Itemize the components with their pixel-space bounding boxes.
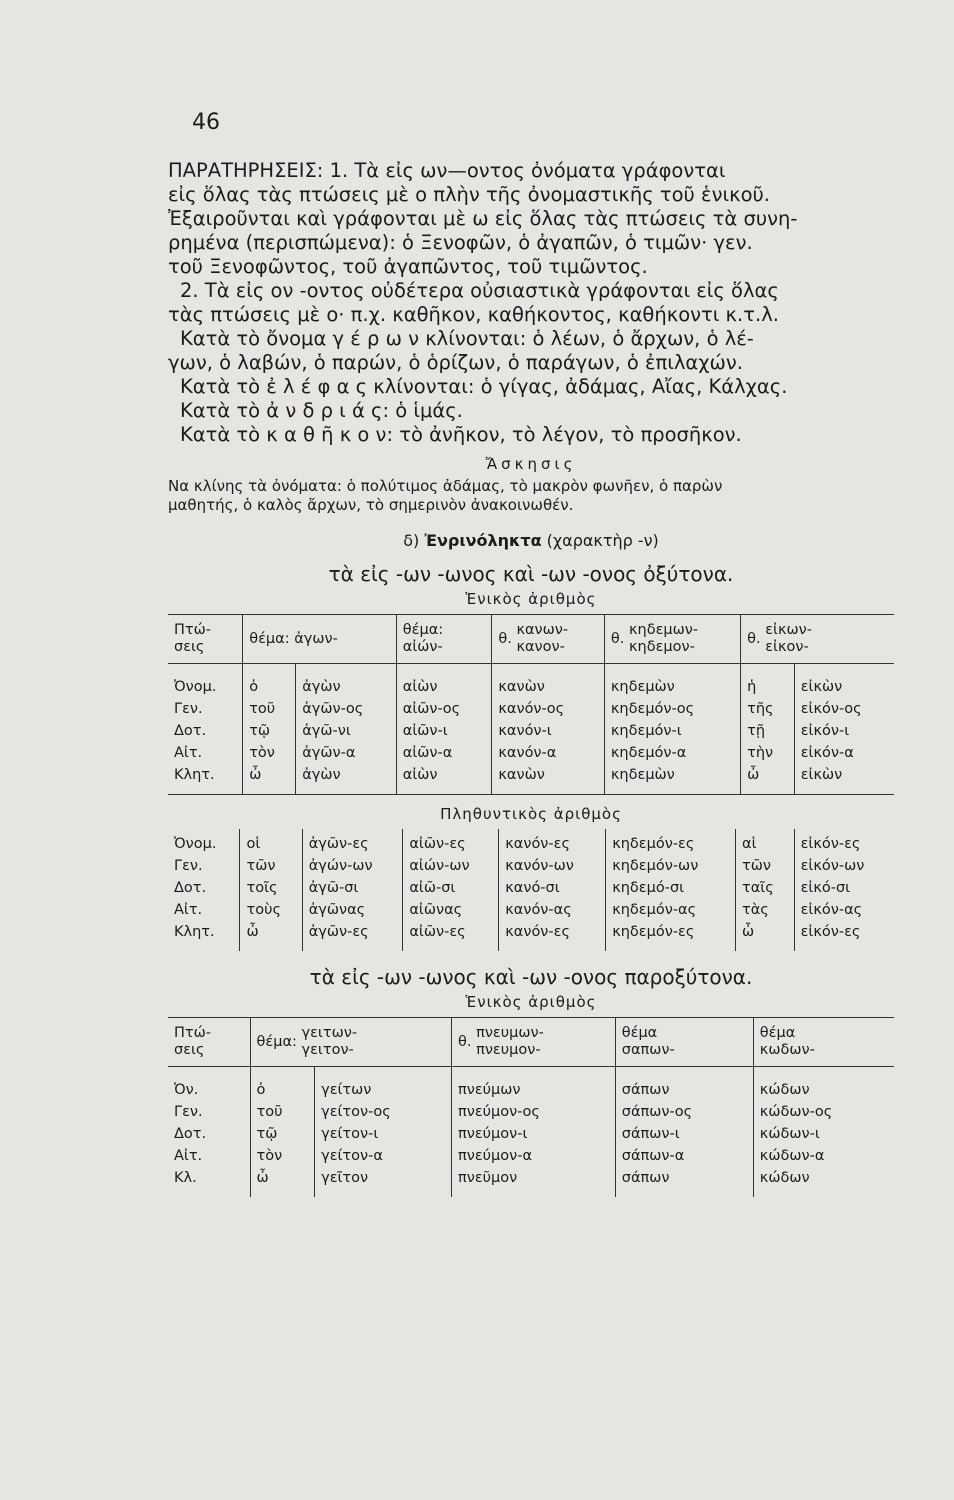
exercise-line: Να κλίνης τὰ ὀνόματα: ὁ πολύτιμος ἀδάμας, τὸ μακρὸν φωνῆεν, ὁ παρὼν	[168, 477, 723, 495]
paroxytone-subtitle: τὰ εἰς -ων -ωνος καὶ -ων -ονος παροξύτονα.	[309, 965, 753, 989]
table-row: Αἰτ. τὸν ἀγῶν-α αἰῶν-α κανόν-α κηδεμόν-α τὴν εἰκόν-α	[168, 742, 894, 764]
table-row: Γεν. τοῦ γείτον-ος πνεύμον-ος σάπων-ος κώδων-ος	[168, 1101, 894, 1123]
table-row: Αἰτ. τὸν γείτον-α πνεύμον-α σάπων-α κώδων-α	[168, 1145, 894, 1167]
table-row: Γεν. τοῦ ἀγῶν-ος αἰῶν-ος κανόν-ος κηδεμόν-ος τῆς εἰκόν-ος	[168, 698, 894, 720]
header-sapon: θέμα σαπων-	[615, 1018, 753, 1067]
oxytone-singular-table	[168, 614, 894, 794]
note-line: 2. Τὰ εἰς ον -οντος οὐδέτερα οὐσιαστικὰ γράφονται εἰς ὅλας	[180, 279, 779, 302]
paroxytone-singular-title: Ἑνικὸς ἀριθμὸς	[465, 993, 597, 1011]
section-name: Ἐνρινόληκτα	[424, 531, 542, 550]
table-row: Αἰτ. τοὺς ἀγῶνας αἰῶνας κανόν-ας κηδεμόν-ας τὰς εἰκόν-ας	[168, 899, 894, 921]
note-line: ΠΑΡΑΤΗΡΗΣΕΙΣ: 1. Τὰ εἰς ων—οντος ὀνόματα γράφονται	[168, 159, 726, 182]
notes-section	[168, 159, 894, 447]
header-agon: θέμα: ἀγων-	[243, 615, 397, 664]
header-eikon: θ. εἰκων- εἰκον-	[741, 615, 894, 664]
table-row: Δοτ. τοῖς ἀγῶ-σι αἰῶ-σι κανό-σι κηδεμό-σι ταῖς εἰκό-σι	[168, 877, 894, 899]
oxytone-subtitle: τὰ εἰς -ων -ωνος καὶ -ων -ονος ὀξύτονα.	[328, 562, 734, 586]
note-line: τοῦ Ξενοφῶντος, τοῦ ἀγαπῶντος, τοῦ τιμῶντος.	[168, 255, 648, 278]
exercise-text	[168, 477, 894, 515]
exercise-line: μαθητής, ὁ καλὸς ἄρχων, τὸ σημερινὸν ἀνακοινωθέν.	[168, 496, 574, 514]
table-row: Κλητ. ὦ ἀγὼν αἰὼν κανὼν κηδεμὼν ὦ εἰκὼν	[168, 764, 894, 794]
note-line: εἰς ὅλας τὰς πτώσεις μὲ ο πλὴν τῆς ὀνομαστικῆς τοῦ ἑνικοῦ.	[168, 183, 770, 206]
table-row: Κλ. ὦ γεῖτον πνεῦμον σάπων κώδων	[168, 1167, 894, 1197]
page-number: 46	[192, 110, 220, 135]
section-title	[168, 531, 894, 550]
table-row: Ὀνομ. ὁ ἀγὼν αἰὼν κανὼν κηδεμὼν ἡ εἰκὼν	[168, 664, 894, 699]
header-kodon: θέμα κωδων-	[753, 1018, 894, 1067]
header-aion: θέμα: αἰών-	[396, 615, 492, 664]
oxytone-singular-title: Ἑνικὸς ἀριθμὸς	[465, 590, 597, 608]
note-line: ρημένα (περισπώμενα): ὁ Ξενοφῶν, ὁ ἀγαπῶν, ὁ τιμῶν· γεν.	[168, 231, 753, 254]
section-label: δ)	[403, 531, 420, 550]
header-geiton: θέμα: γειτων- γειτον-	[250, 1018, 451, 1067]
oxytone-plural-table	[168, 829, 894, 951]
note-line: Κατὰ τὸ ὄνομα γ έ ρ ω ν κλίνονται: ὁ λέων, ὁ ἄρχων, ὁ λέ-	[180, 327, 754, 350]
header-cases: Πτώ- σεις	[168, 615, 243, 664]
header-kidemon: θ. κηδεμων- κηδεμον-	[604, 615, 740, 664]
table-divider	[168, 794, 894, 795]
note-line: Κατὰ τὸ ἀ ν δ ρ ι ά ς: ὁ ἱμάς.	[180, 399, 463, 422]
exercise-title: Ἄσκησις	[485, 455, 577, 473]
oxytone-plural-title: Πληθυντικὸς ἀριθμὸς	[440, 805, 622, 823]
table-row: Δοτ. τῷ γείτον-ι πνεύμον-ι σάπων-ι κώδων-ι	[168, 1123, 894, 1145]
note-line: Κατὰ τὸ κ α θ ῆ κ ο ν: τὸ ἀνῆκον, τὸ λέγον, τὸ προσῆκον.	[180, 423, 742, 446]
note-line: τὰς πτώσεις μὲ ο· π.χ. καθῆκον, καθήκοντος, καθήκοντι κ.τ.λ.	[168, 303, 779, 326]
note-line: Ἐξαιροῦνται καὶ γράφονται μὲ ω εἰς ὅλας τὰς πτώσεις τὰ συνη-	[168, 207, 798, 230]
note-line: γων, ὁ λαβών, ὁ παρών, ὁ ὁρίζων, ὁ παράγων, ὁ ἐπιλαχών.	[168, 351, 743, 374]
header-kanon: θ. κανων- κανον-	[492, 615, 605, 664]
table-row: Ὀνομ. οἱ ἀγῶν-ες αἰῶν-ες κανόν-ες κηδεμόν-ες αἱ εἰκόν-ες	[168, 829, 894, 855]
table-row: Ὀν. ὁ γείτων πνεύμων σάπων κώδων	[168, 1067, 894, 1102]
table-row: Γεν. τῶν ἀγών-ων αἰών-ων κανόν-ων κηδεμόν-ων τῶν εἰκόν-ων	[168, 855, 894, 877]
header-cases: Πτώ- σεις	[168, 1018, 250, 1067]
paroxytone-singular-table	[168, 1017, 894, 1197]
note-line: Κατὰ τὸ ἐ λ έ φ α ς κλίνονται: ὁ γίγας, ἀδάμας, Αἴας, Κάλχας.	[180, 375, 788, 398]
header-pneumon: θ. πνευμων- πνευμον-	[452, 1018, 616, 1067]
section-note: (χαρακτὴρ -ν)	[546, 531, 659, 550]
table-row: Κλητ. ὦ ἀγῶν-ες αἰῶν-ες κανόν-ες κηδεμόν-ες ὦ εἰκόν-ες	[168, 921, 894, 951]
table-row: Δοτ. τῷ ἀγῶ-νι αἰῶν-ι κανόν-ι κηδεμόν-ι τῇ εἰκόν-ι	[168, 720, 894, 742]
